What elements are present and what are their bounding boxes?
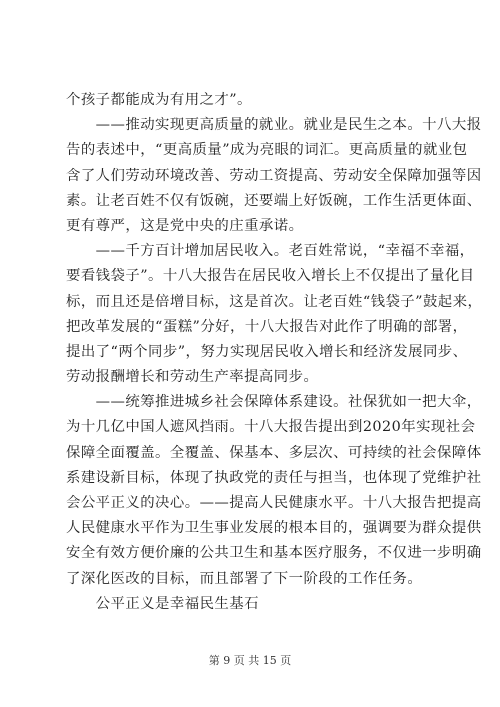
text-line: ——千方百计增加居民收入。老百姓常说，“幸福不幸福， — [66, 243, 475, 260]
text-line: 安全有效方便价廉的公共卫生和基本医疗服务，不仅进一步明确 — [66, 545, 482, 562]
text-line: 要看钱袋子”。十八大报告在居民收入增长上不仅提出了量化目 — [66, 268, 475, 285]
text-line: 为十几亿中国人遮风挡雨。十八大报告提出到2020年实现社会 — [66, 419, 476, 436]
text-line: ——推动实现更高质量的就业。就业是民生之本。十八大报 — [66, 117, 482, 134]
body-text — [66, 88, 483, 617]
text-line: 告的表述中，“更高质量”成为亮眼的词汇。更高质量的就业包 — [66, 142, 468, 159]
text-line: 系建设新目标，体现了执政党的责任与担当，也体现了党维护社 — [66, 469, 482, 486]
text-line: 了深化医改的目标，而且部署了下一阶段的工作任务。 — [66, 570, 423, 587]
text-line: 会公平正义的决心。——提高人民健康水平。十八大报告把提高 — [66, 495, 482, 511]
text-line: 人民健康水平作为卫生事业发展的根本目的，强调要为群众提供 — [66, 520, 482, 537]
text-line: 个孩子都能成为有用之才”。 — [66, 92, 252, 108]
text-line: 更有尊严，这是党中央的庄重承诺。 — [66, 217, 304, 234]
text-line: 保障全面覆盖。全覆盖、保基本、多层次、可持续的社会保障体 — [66, 444, 482, 461]
text-line: 提出了“两个同步”，努力实现居民收入增长和经济发展同步、 — [66, 343, 468, 360]
page-footer: 第 9 页 共 15 页 — [208, 654, 292, 667]
text-line: 标，而且还是倍增目标，这是首次。让老百姓“钱袋子”鼓起来， — [66, 293, 483, 310]
text-line: ——统筹推进城乡社会保障体系建设。社保犹如一把大伞， — [66, 394, 482, 411]
text-line: 素。让老百姓不仅有饭碗，还要端上好饭碗，工作生活更体面、 — [66, 192, 482, 209]
text-line: 含了人们劳动环境改善、劳动工资提高、劳动安全保障加强等因 — [66, 167, 482, 184]
section-heading: 公平正义是幸福民生基石 — [66, 595, 259, 612]
text-line: 劳动报酬增长和劳动生产率提高同步。 — [66, 369, 319, 386]
text-line: 把改革发展的“蛋糕”分好，十八大报告对此作了明确的部署， — [66, 318, 468, 335]
